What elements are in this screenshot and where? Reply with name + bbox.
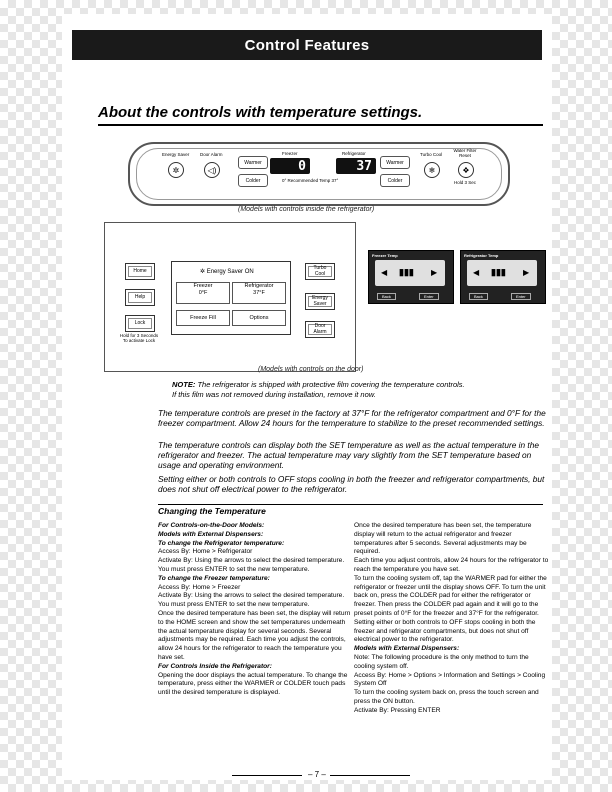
page-number-rule-left [232, 775, 302, 776]
turbo-cool-icon: ❄ [424, 162, 440, 178]
caption-inside-models: (Models with controls inside the refrigerator) [238, 206, 375, 213]
instruction-line: Access By: Home > Options > Information and Settings > Cooling System Off [354, 671, 546, 688]
instruction-line: Activate By: Using the arrows to select the desired temperature. You must press ENTER to set the new temperature. [158, 592, 345, 609]
instruction-line: Once the desired temperature has been set, the temperature display will return to the actual refrigerator and freezer temperatures after 5 seconds. Several adjustments may be required. [354, 522, 532, 556]
temp-scale-icon: ▮▮▮ [491, 267, 506, 277]
paragraph-off: Setting either or both controls to OFF stops cooling in both the freezer and refrigerator compartments, but does not shut off electrical power to the refrigerator. [158, 474, 545, 494]
refrigerator-temp-screen [460, 250, 546, 304]
page-number-rule-right [330, 775, 410, 776]
page-number: – 7 – [308, 770, 326, 779]
freezer-screen-body [375, 260, 445, 286]
door-control-panel-illustration [104, 222, 356, 372]
note-line-1: The refrigerator is shipped with protective film covering the temperature controls. [197, 380, 465, 389]
water-filter-icon: ❖ [458, 162, 474, 178]
section-divider [98, 124, 543, 126]
instruction-line: Models with External Dispensers: [354, 645, 460, 653]
instruction-line: To change the Refrigerator temperature: [158, 539, 285, 547]
instruction-line: Activate By: Pressing ENTER [354, 706, 441, 714]
instruction-line: For Controls Inside the Refrigerator: [158, 662, 272, 670]
paragraph-preset: The temperature controls are preset in the factory at 37°F for the refrigerator compartment and 0°F for the freezer compartment. Allow 24 hours for the temperature to stabilize to the preset recommended settings. [158, 408, 546, 428]
options-cell: Options [232, 310, 286, 326]
change-temperature-title: Changing the Temperature [158, 506, 266, 516]
door-alarm-icon: ◁) [204, 162, 220, 178]
arrow-left-icon: ◀ [473, 268, 480, 277]
instruction-line: To change the Freezer temperature: [158, 574, 270, 582]
freezer-cell-value: 0°F [198, 289, 208, 296]
note-block [172, 380, 465, 400]
turbo-cool-door-label: Turbo Cool [308, 266, 332, 277]
freezer-temp-screen [368, 250, 454, 304]
freezer-screen-enter: Enter [419, 293, 439, 300]
freezer-temp-cell [176, 282, 230, 304]
lock-button [125, 315, 155, 332]
instruction-line: Models with External Dispensers: [158, 530, 264, 538]
instruction-line: Note: The following procedure is the only method to turn the cooling system off. [354, 653, 529, 670]
colder-pad-left: Colder [238, 174, 268, 187]
refrigerator-screen-body [467, 260, 537, 286]
instructions-left-column [158, 522, 354, 698]
freezer-cell-label: Freezer [193, 283, 213, 289]
note-label: NOTE: [172, 380, 196, 389]
control-strip-frame [136, 148, 502, 200]
arrow-right-icon: ▶ [431, 268, 438, 277]
caption-door-models: (Models with controls on the door) [258, 366, 364, 373]
instruction-line: Once the desired temperature has been set, the display will return to the HOME screen and show the set temperatures underneath the actual temperature display for several seconds. Several adjustments may be required. Each time you adjust the controls, allow 24 hours for the refrigerator to reach the temperature you have set. [158, 609, 351, 661]
energy-saver-label: Energy Saver [162, 152, 190, 157]
refrigerator-cell-value: 37°F [253, 289, 265, 296]
refrigerator-screen-back: Back [469, 293, 488, 300]
instruction-line: Access By: Home > Freezer [158, 583, 241, 591]
home-button [125, 263, 155, 280]
lock-label: Lock [128, 318, 152, 329]
arrow-right-icon: ▶ [523, 268, 530, 277]
refrigerator-display: 37 [336, 158, 376, 174]
energy-saver-on-text: ✲ Energy Saver ON [200, 269, 254, 275]
page-header-banner: Control Features [72, 30, 542, 60]
warmer-pad-right: Warmer [380, 156, 410, 169]
freezer-screen-back: Back [377, 293, 396, 300]
energy-saver-button [305, 293, 335, 310]
section-title: About the controls with temperature settings. [98, 104, 423, 121]
hold-label: Hold 3 Sec [454, 180, 477, 185]
water-filter-label: Water Filter Reset [453, 148, 477, 158]
energy-saver-icon: ✲ [168, 162, 184, 178]
instructions-right-column [354, 522, 550, 716]
refrigerator-temp-cell [232, 282, 286, 304]
freeze-fill-cell: Freeze Fill [176, 310, 230, 326]
door-touch-screen [171, 261, 291, 335]
instruction-line: Opening the door displays the actual temperature. To change the temperature, press either the WARMER or COLDER touch pads until the desired temperature is displayed. [158, 671, 348, 697]
refrigerator-cell-label: Refrigerator [244, 283, 274, 289]
refrigerator-screen-title: Refrigerator Temp [464, 253, 499, 258]
energy-saver-door-label: Energy Saver [308, 296, 332, 307]
manual-page [62, 14, 552, 780]
help-label: Help [128, 292, 152, 303]
home-label: Home [128, 266, 152, 277]
freezer-screen-title: Freezer Temp [372, 253, 398, 258]
freezer-display-label: Freezer [282, 151, 298, 156]
instruction-line: Access By: Home > Refrigerator [158, 548, 253, 556]
instruction-line: Each time you adjust controls, allow 24 hours for the refrigerator to reach the temperature you have set. [354, 557, 549, 573]
door-alarm-label: Door Alarm [200, 152, 223, 157]
change-divider [158, 504, 543, 505]
note-line-2: If this film was not removed during installation, remove it now. [172, 390, 376, 399]
warmer-pad-left: Warmer [238, 156, 268, 169]
freezer-display: 0 [270, 158, 310, 174]
energy-saver-on-label: Energy Saver ON [206, 269, 254, 275]
paragraph-display: The temperature controls can display both the SET temperature as well as the actual temperature in the refrigerator and freezer. The actual temperature may vary slightly from the SET temperature based on usage and operating environment. [158, 440, 539, 470]
instruction-line: To turn the cooling system back on, press the touch screen and press the ON button. [354, 689, 539, 705]
turbo-cool-label: Turbo Cool [420, 152, 443, 157]
arrow-left-icon: ◀ [381, 268, 388, 277]
turbo-cool-button [305, 263, 335, 280]
temp-scale-icon: ▮▮▮ [399, 267, 414, 277]
control-strip-illustration [128, 142, 510, 206]
help-button [125, 289, 155, 306]
colder-pad-right: Colder [380, 174, 410, 187]
door-alarm-button [305, 321, 335, 338]
recommended-temp-label: 0° Recommended Temp 37° [282, 178, 339, 183]
lock-note: Hold for 3 Seconds To activate Lock [119, 333, 159, 343]
instruction-line: To turn the cooling system off, tap the WARMER pad for either the refrigerator or freezer until the display shows OFF. To turn the unit back on, press the COLDER pad for either the refrigerator or freezer. Then press the COLDER pad again and it will go to the preset points of 0°F for the freezer and 37°F for the refrigerator. Setting either or both controls to OFF stops cooling in both the freezer and refrigerator compartments, but does not shut off electrical power to the refrigerator. [354, 574, 547, 644]
instruction-line: For Controls-on-the-Door Models: [158, 522, 265, 529]
refrigerator-display-label: Refrigerator [342, 151, 366, 156]
instruction-line: Activate By: Using the arrows to select the desired temperature. You must press ENTER to set the new temperature. [158, 557, 345, 573]
refrigerator-screen-enter: Enter [511, 293, 531, 300]
door-alarm-door-label: Door Alarm [308, 324, 332, 335]
